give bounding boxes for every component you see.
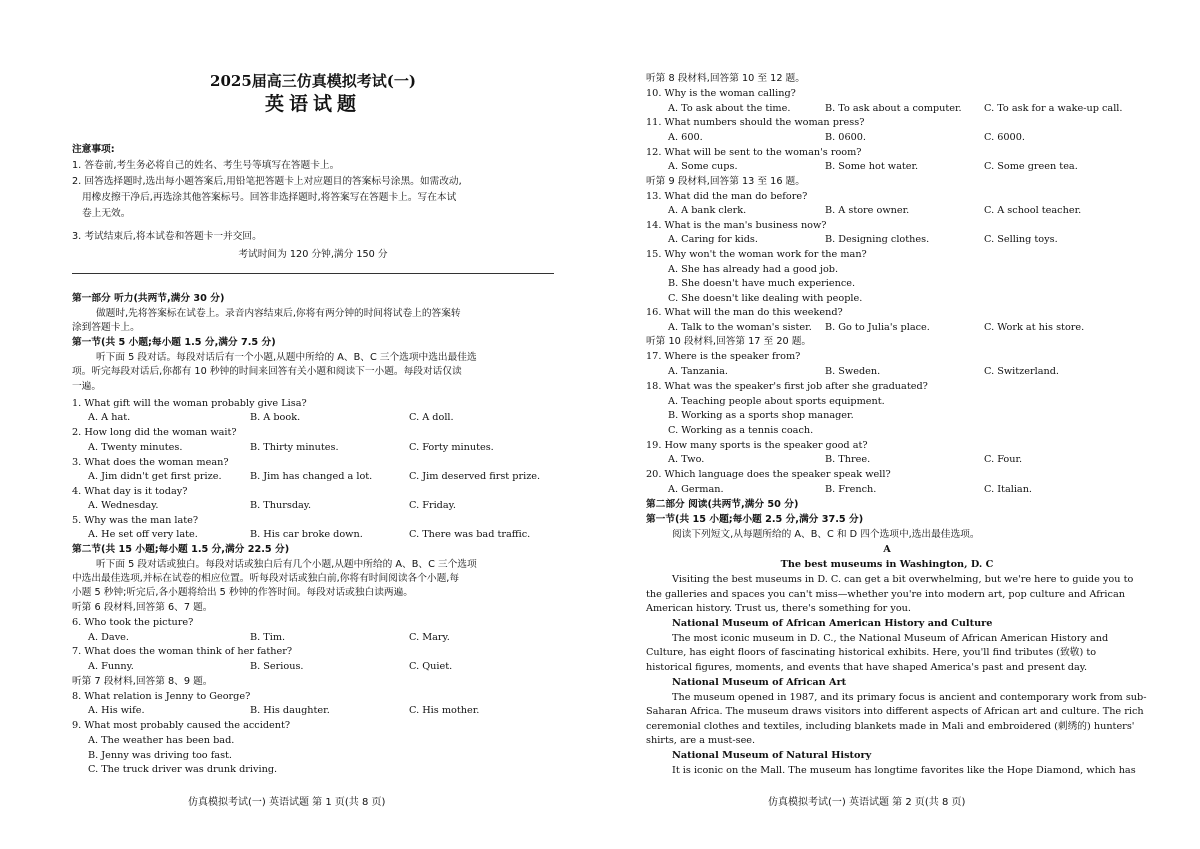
option-a: A. To ask about the time.	[668, 103, 791, 114]
passage-line: Culture, has eight floors of fascinating historical exhibits. Here, you'll find tributes (致敬) to	[646, 647, 1097, 658]
passage-line: historical figures, moments, and events that have shaped America's past and present day.	[646, 662, 1088, 673]
section2-intro: 听下面 5 段对话或独白。每段对话或独白后有几个小题,从题中所给的 A、B、C 三个选项	[96, 559, 477, 570]
material-note: 听第 10 段材料,回答第 17 至 20 题。	[646, 336, 812, 347]
option-b: B. She doesn't have much experience.	[668, 278, 856, 289]
option-b: B. His car broke down.	[250, 529, 363, 540]
option-b: B. Thirty minutes.	[250, 442, 339, 453]
option-c: C. Work at his store.	[984, 322, 1085, 333]
question-stem: 6. Who took the picture?	[72, 617, 194, 628]
option-c: C. 6000.	[984, 132, 1025, 143]
question-stem: 5. Why was the man late?	[72, 515, 199, 526]
passage-line: It is iconic on the Mall. The museum has longtime favorites like the Hope Diamond, which has	[672, 765, 1136, 776]
option-a: A. She has already had a good job.	[668, 264, 839, 275]
option-b: B. French.	[825, 484, 877, 495]
option-a: A. Wednesday.	[88, 500, 159, 511]
page-2-footer: 仿真模拟考试(一) 英语试题 第 2 页(共 8 页)	[768, 797, 966, 808]
material-note: 听第 6 段材料,回答第 6、7 题。	[72, 602, 213, 613]
section1-intro: 项。听完每段对话后,你都有 10 秒钟的时间来回答有关小题和阅读下一小题。每段对话仅读	[72, 366, 462, 377]
notice-line: 3. 考试结束后,将本试卷和答题卡一并交回。	[72, 231, 262, 242]
option-c: C. Four.	[984, 454, 1023, 465]
part2-section1-heading: 第一节(共 15 小题;每小题 2.5 分,满分 37.5 分)	[646, 514, 864, 525]
section2-heading: 第二节(共 15 小题;每小题 1.5 分,满分 22.5 分)	[72, 544, 290, 555]
option-c: C. A doll.	[409, 412, 454, 423]
option-a: A. Some cups.	[668, 161, 738, 172]
option-a: A. Tanzania.	[668, 366, 728, 377]
question-stem: 7. What does the woman think of her father?	[72, 646, 293, 657]
option-b: B. Designing clothes.	[825, 234, 930, 245]
question-stem: 20. Which language does the speaker speak well?	[646, 469, 891, 480]
part1-intro: 涂到答题卡上。	[72, 322, 140, 333]
passage-title: The best museums in Washington, D. C	[780, 559, 994, 570]
option-a: A. The weather has been bad.	[88, 735, 235, 746]
option-b: B. Sweden.	[825, 366, 881, 377]
option-c: C. Jim deserved first prize.	[409, 471, 541, 482]
option-b: B. To ask about a computer.	[825, 103, 962, 114]
option-c: C. Friday.	[409, 500, 456, 511]
notice-line: 卷上无效。	[82, 208, 131, 219]
passage-line: the galleries and spaces you can't miss—whether you're into modern art, pop culture and African	[646, 589, 1125, 600]
passage-line: ceremonial clothes and textiles, including blankets made in Mali and embroidered (刺绣的) hunters'	[646, 721, 1135, 732]
question-stem: 8. What relation is Jenny to George?	[72, 691, 251, 702]
option-a: A. Dave.	[88, 632, 129, 643]
passage-letter: A	[883, 544, 891, 555]
subject-title: 英语试题	[264, 93, 361, 115]
passage-line: Visiting the best museums in D. C. can get a bit overwhelming, but we're here to guide you to	[672, 574, 1134, 585]
option-a: A. Jim didn't get first prize.	[88, 471, 222, 482]
page-1-footer: 仿真模拟考试(一) 英语试题 第 1 页(共 8 页)	[188, 797, 386, 808]
passage-line: shirts, are a must-see.	[646, 735, 756, 746]
option-c: C. Switzerland.	[984, 366, 1060, 377]
option-a: A. A bank clerk.	[668, 205, 747, 216]
divider	[72, 273, 554, 274]
option-a: A. Twenty minutes.	[88, 442, 183, 453]
option-c: C. A school teacher.	[984, 205, 1082, 216]
question-stem: 10. Why is the woman calling?	[646, 88, 796, 99]
option-a: A. 600.	[668, 132, 703, 143]
question-stem: 15. Why won't the woman work for the man?	[646, 249, 867, 260]
museum-heading: National Museum of African American History and Culture	[672, 618, 993, 629]
question-stem: 1. What gift will the woman probably give Lisa?	[72, 398, 307, 409]
notice-line: 2. 回答选择题时,选出每小题答案后,用铅笔把答题卡上对应题目的答案标号涂黑。如需改动,	[72, 176, 462, 187]
option-b: B. Serious.	[250, 661, 304, 672]
section1-intro: 听下面 5 段对话。每段对话后有一个小题,从题中所给的 A、B、C 三个选项中选出最佳选	[96, 352, 477, 363]
option-b: B. His daughter.	[250, 705, 330, 716]
section2-intro: 中选出最佳选项,并标在试卷的相应位置。听每段对话或独白前,你将有时间阅读各个小题,每	[72, 573, 460, 584]
option-c: C. Some green tea.	[984, 161, 1078, 172]
option-c: C. Mary.	[409, 632, 450, 643]
option-b: B. Three.	[825, 454, 871, 465]
question-stem: 14. What is the man's business now?	[646, 220, 827, 231]
question-stem: 16. What will the man do this weekend?	[646, 307, 843, 318]
time-note: 考试时间为 120 分钟,满分 150 分	[238, 249, 388, 260]
question-stem: 18. What was the speaker's first job after she graduated?	[646, 381, 928, 392]
section1-heading: 第一节(共 5 小题;每小题 1.5 分,满分 7.5 分)	[72, 337, 276, 348]
option-b: B. Jenny was driving too fast.	[88, 750, 233, 761]
exam-title: 2025届高三仿真模拟考试(一)	[210, 72, 416, 90]
option-c: C. His mother.	[409, 705, 480, 716]
question-stem: 11. What numbers should the woman press?	[646, 117, 865, 128]
notice-line: 用橡皮擦干净后,再选涂其他答案标号。回答非选择题时,将答案写在答题卡上。写在本试	[82, 192, 457, 203]
question-stem: 9. What most probably caused the accident?	[72, 720, 291, 731]
part2-section1-intro: 阅读下列短文,从每题所给的 A、B、C 和 D 四个选项中,选出最佳选项。	[672, 529, 980, 540]
option-a: A. Two.	[668, 454, 705, 465]
museum-heading: National Museum of African Art	[672, 677, 847, 688]
question-stem: 19. How many sports is the speaker good at?	[646, 440, 868, 451]
option-c: C. The truck driver was drunk driving.	[88, 764, 278, 775]
option-b: B. Working as a sports shop manager.	[668, 410, 854, 421]
option-b: B. A book.	[250, 412, 301, 423]
option-a: A. Funny.	[88, 661, 134, 672]
option-c: C. Italian.	[984, 484, 1033, 495]
part1-heading: 第一部分 听力(共两节,满分 30 分)	[72, 293, 225, 304]
question-stem: 4. What day is it today?	[72, 486, 188, 497]
option-a: A. German.	[668, 484, 724, 495]
option-a: A. Talk to the woman's sister.	[668, 322, 812, 333]
option-a: A. Caring for kids.	[668, 234, 758, 245]
passage-line: The most iconic museum in D. C., the National Museum of African American History and	[672, 633, 1109, 644]
material-note: 听第 8 段材料,回答第 10 至 12 题。	[646, 73, 805, 84]
passage-line: The museum opened in 1987, and its primary focus is ancient and contemporary work from sub-	[672, 692, 1147, 703]
option-a: A. He set off very late.	[88, 529, 198, 540]
option-c: C. Forty minutes.	[409, 442, 494, 453]
option-c: C. Quiet.	[409, 661, 453, 672]
material-note: 听第 7 段材料,回答第 8、9 题。	[72, 676, 213, 687]
section1-intro: 一遍。	[72, 381, 102, 392]
section2-intro: 小题 5 秒钟;听完后,各小题将给出 5 秒钟的作答时间。每段对话或独白读两遍。	[72, 587, 413, 598]
question-stem: 13. What did the man do before?	[646, 191, 808, 202]
question-stem: 3. What does the woman mean?	[72, 457, 229, 468]
question-stem: 17. Where is the speaker from?	[646, 351, 801, 362]
notice-line: 1. 答卷前,考生务必将自己的姓名、考生号等填写在答题卡上。	[72, 160, 340, 171]
option-c: C. There was bad traffic.	[409, 529, 531, 540]
option-b: B. Tim.	[250, 632, 286, 643]
option-a: A. His wife.	[88, 705, 145, 716]
notice-heading: 注意事项:	[72, 144, 115, 155]
museum-heading: National Museum of Natural History	[672, 750, 872, 761]
option-b: B. A store owner.	[825, 205, 910, 216]
option-b: B. 0600.	[825, 132, 867, 143]
option-b: B. Jim has changed a lot.	[250, 471, 373, 482]
option-a: A. A hat.	[88, 412, 131, 423]
option-b: B. Some hot water.	[825, 161, 919, 172]
option-b: B. Thursday.	[250, 500, 312, 511]
option-c: C. Selling toys.	[984, 234, 1058, 245]
option-c: C. To ask for a wake-up call.	[984, 103, 1123, 114]
material-note: 听第 9 段材料,回答第 13 至 16 题。	[646, 176, 805, 187]
part2-heading: 第二部分 阅读(共两节,满分 50 分)	[646, 499, 799, 510]
option-c: C. Working as a tennis coach.	[668, 425, 814, 436]
option-c: C. She doesn't like dealing with people.	[668, 293, 863, 304]
passage-line: Saharan Africa. The museum draws visitors into different aspects of African art and culture. The rich	[646, 706, 1144, 717]
option-b: B. Go to Julia's place.	[825, 322, 930, 333]
option-a: A. Teaching people about sports equipment.	[668, 396, 885, 407]
question-stem: 2. How long did the woman wait?	[72, 427, 237, 438]
part1-intro: 做题时,先将答案标在试卷上。录音内容结束后,你将有两分钟的时间将试卷上的答案转	[96, 308, 461, 319]
passage-line: American history. Trust us, there's something for you.	[646, 603, 911, 614]
question-stem: 12. What will be sent to the woman's room?	[646, 147, 862, 158]
